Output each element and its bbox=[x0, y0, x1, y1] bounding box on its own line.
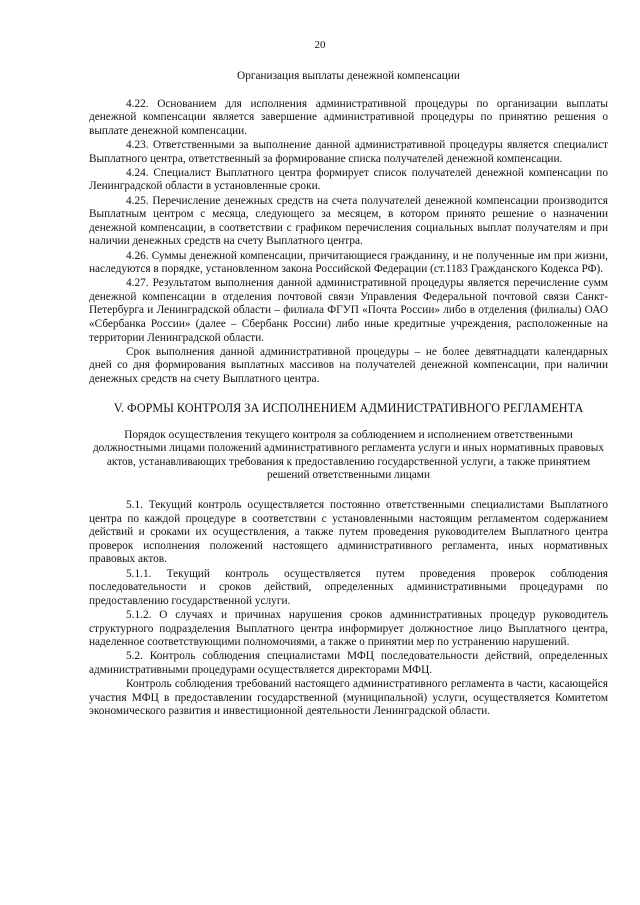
section-heading: Организация выплаты денежной компенсации bbox=[237, 70, 460, 82]
chapter-title: V. ФОРМЫ КОНТРОЛЯ ЗА ИСПОЛНЕНИЕМ АДМИНИСТРАТИВНОГО РЕГЛАМЕНТА bbox=[113, 400, 584, 415]
paragraph-deadline: Срок выполнения данной административной процедуры – не более девятнадцати календарных дней со дня формирования выплатных массивов на получателей денежной компенсации, при наличии денежных средств на счету Выплатного центра. bbox=[89, 345, 608, 386]
paragraph-4-22: 4.22. Основанием для исполнения административной процедуры по организации выплаты денежной компенсации является завершение административной процедуры по принятию решения о выплате денежной компенсации. bbox=[89, 97, 608, 137]
paragraph-control: Контроль соблюдения требований настоящего административного регламента в части, касающейся участия МФЦ в предоставлении государственной (муниципальной) услуги, осуществляется Комитетом экономического развития и инвестиционной деятельности Ленинградской области. bbox=[89, 678, 608, 718]
paragraph-5-1-2: 5.1.2. О случаях и причинах нарушения сроков административных процедур руководитель структурного подразделения Выплатного центра информирует должностное лицо Выплатного центра, наделенное соответствующими полномочиями, а также о принятии мер по устранению нарушений. bbox=[89, 608, 608, 649]
paragraph-4-24: 4.24. Специалист Выплатного центра формирует список получателей денежной компенсации по Ленинградской области в установленные сроки. bbox=[89, 166, 608, 193]
paragraph-4-25: 4.25. Перечисление денежных средств на счета получателей денежной компенсации производится Выплатным центром с месяца, следующего за месяцем, в котором принято решение о назначении денежной компенсации, в соответствии с графиком перечисления социальных выплат получателям и при наличии денежных средств на счету Выплатного центра. bbox=[89, 194, 608, 248]
paragraph-4-27: 4.27. Результатом выполнения данной административной процедуры является перечисление сумм денежной компенсации в отделения почтовой связи Управления Федеральной почтовой связи Санкт-Петербурга и Ленинградской области – филиала ФГУП «Почта России» либо в отделения (филиалы) ОАО «Сбербанка России» (далее – Сбербанк России) либо иные кредитные учреждения, расположенные на территории Ленинградской области. bbox=[89, 277, 608, 344]
paragraph-5-1-1: 5.1.1. Текущий контроль осуществляется путем проведения проверок соблюдения последовательности и сроков действий, определенных административными процедурами по предоставлению государственной услуги. bbox=[89, 567, 608, 607]
paragraph-5-1: 5.1. Текущий контроль осуществляется постоянно ответственными специалистами Выплатного центра по каждой процедуре в соответствии с установленными настоящим регламентом содержанием действий и сроками их осуществления, а также путем проведения руководителем Выплатного центра проверок исполнения положений настоящего административного регламента, иных нормативных правовых актов. bbox=[89, 499, 608, 566]
page-number: 20 bbox=[314, 39, 326, 51]
document-body bbox=[89, 70, 608, 719]
paragraph-5-2: 5.2. Контроль соблюдения специалистами МФЦ последовательности действий, определенных административными процедурами осуществляется директорами МФЦ. bbox=[89, 650, 608, 676]
subsection-heading: Порядок осуществления текущего контроля за соблюдением и исполнением ответственными должностными лицами положений административного регламента услуги и иных нормативных правовых актов, устанавливающих требования к предоставлению государственной услуги, а также принятием решений ответственными лицами bbox=[92, 428, 605, 482]
paragraph-4-26: 4.26. Суммы денежной компенсации, причитающиеся гражданину, и не полученные им при жизни, наследуются в порядке, установленном закона Российской Федерации (ст.1183 Гражданского Кодекса РФ). bbox=[89, 249, 608, 276]
paragraph-4-23: 4.23. Ответственными за выполнение данной административной процедуры является специалист Выплатного центра, ответственный за формирование списка получателей денежной компенсации. bbox=[89, 138, 608, 165]
